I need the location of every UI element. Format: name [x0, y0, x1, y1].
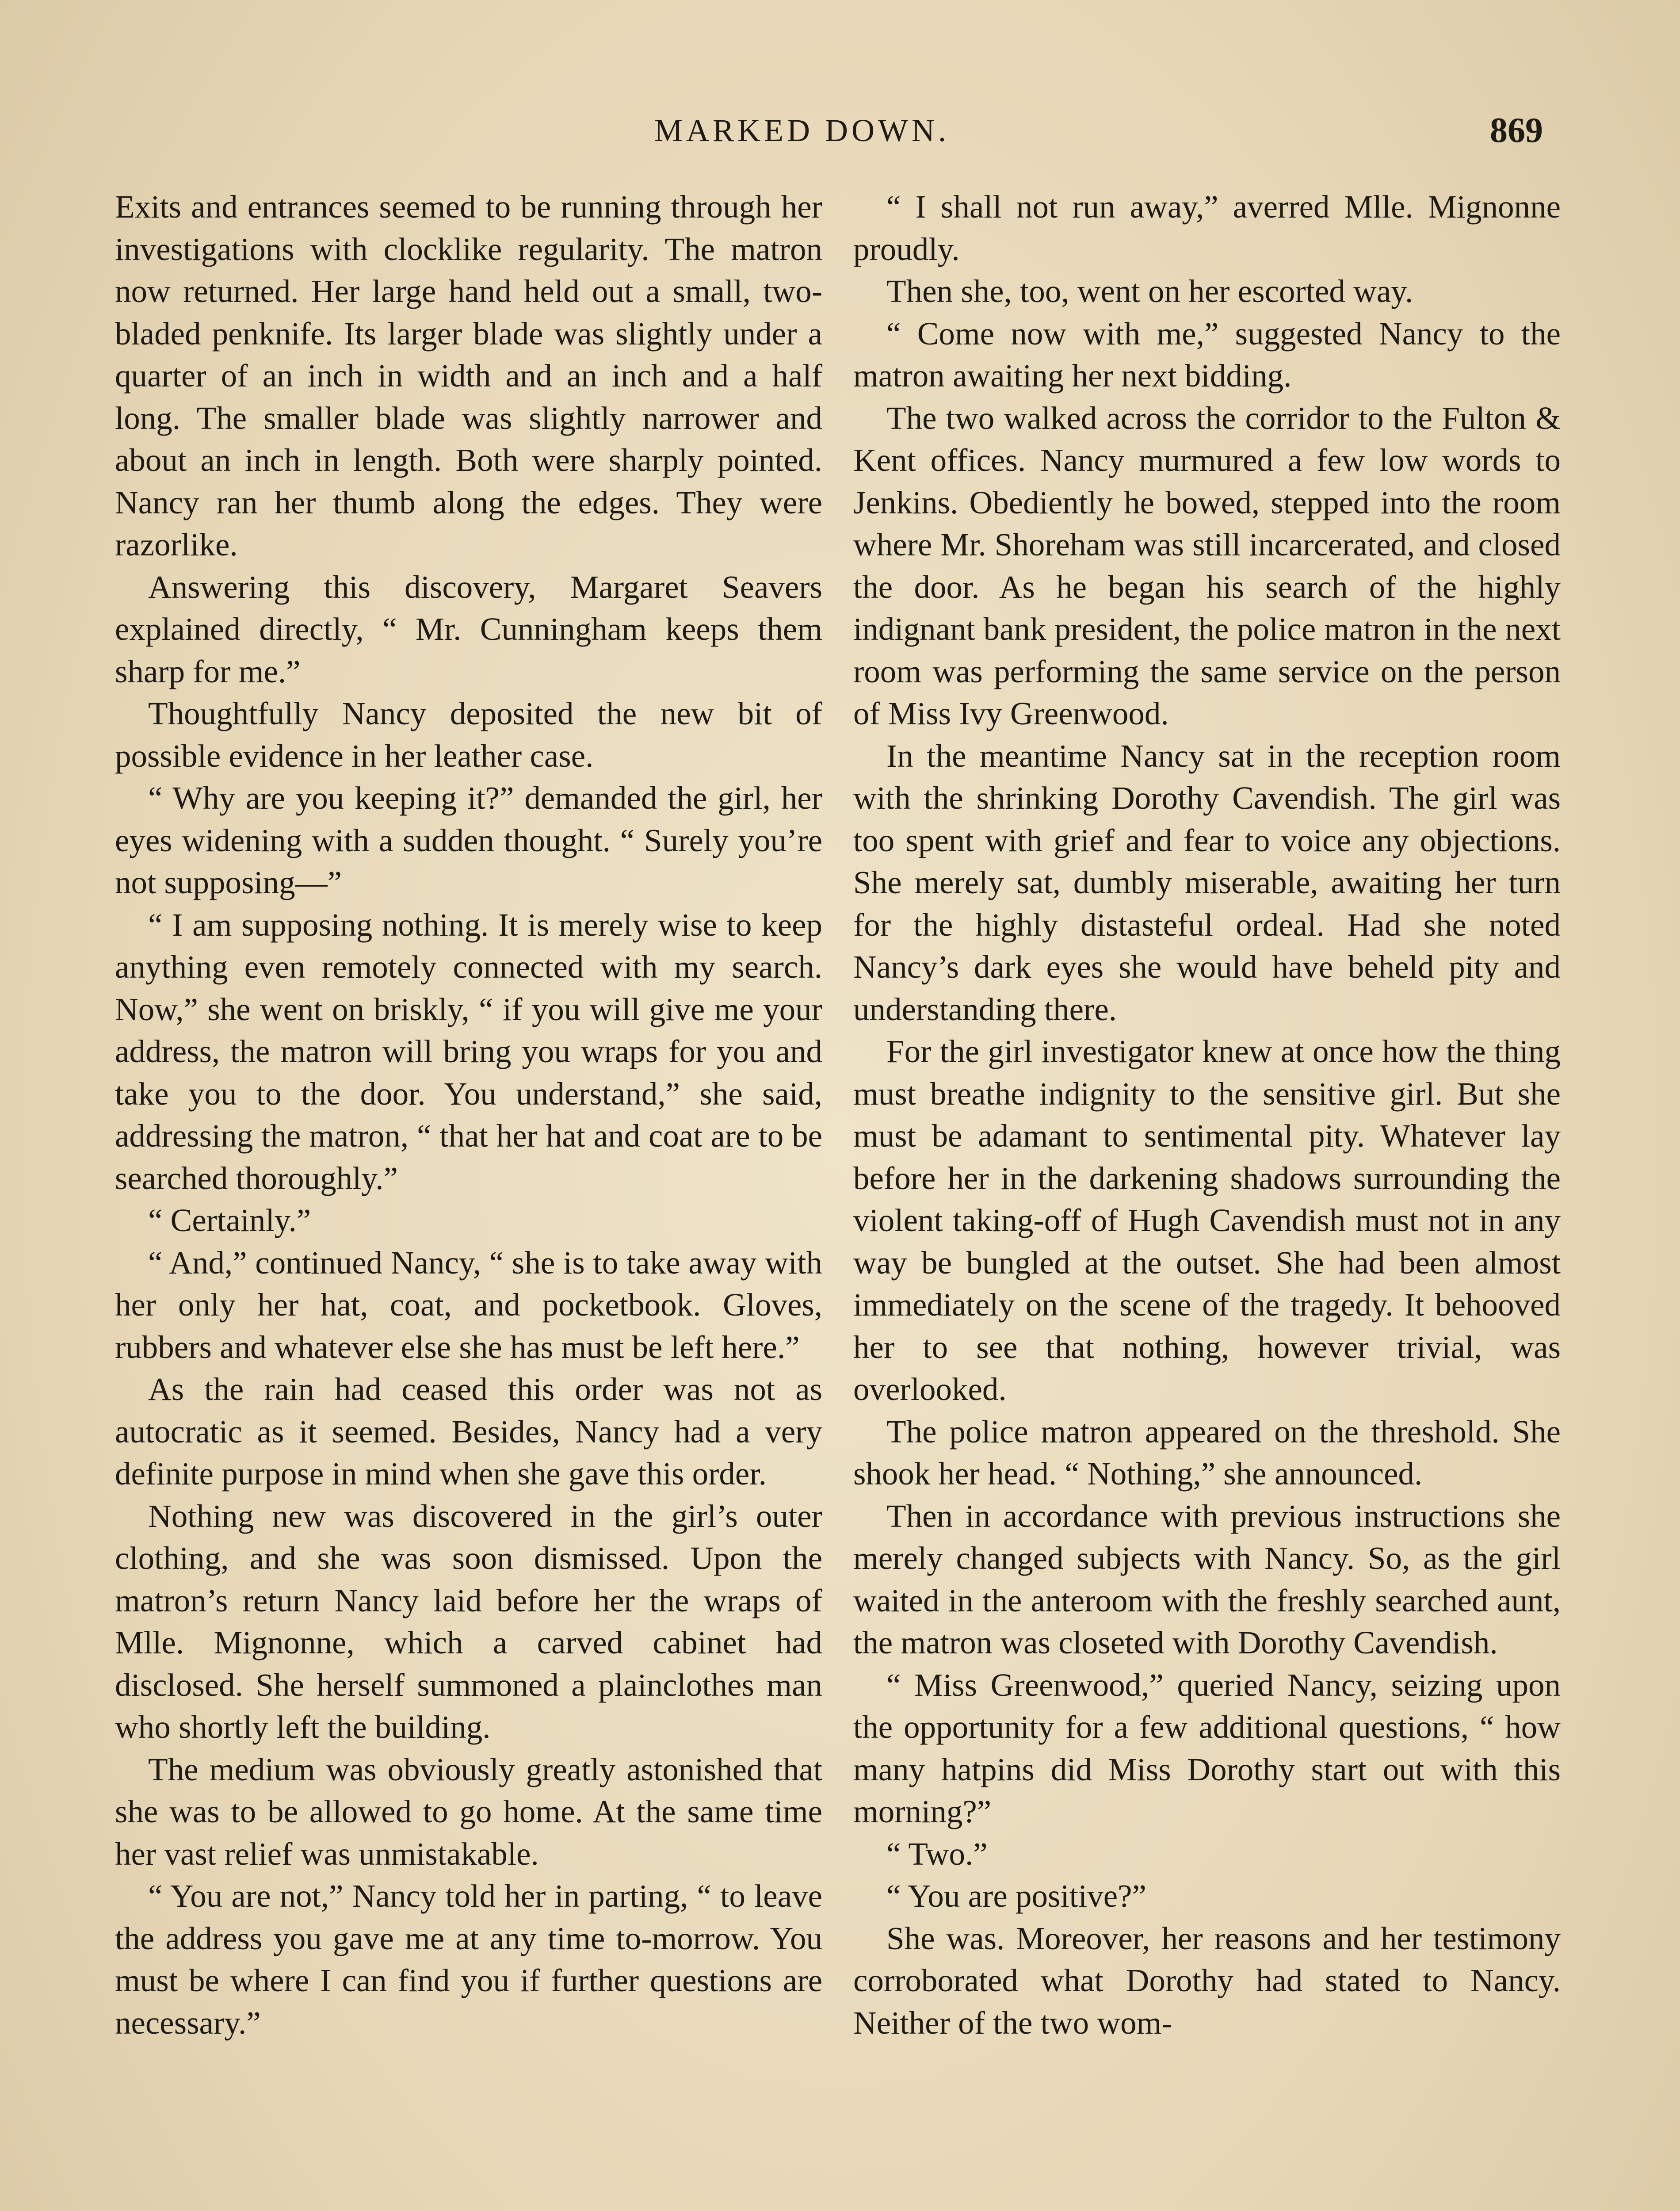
page-header — [0, 106, 1680, 155]
paragraph: The medium was obviously greatly astonished that she was to be allowed to go home. At the same time her vast relief was unmistakable. — [115, 1751, 822, 1872]
paragraph: “ You are positive?” — [886, 1878, 1146, 1914]
paragraph: “ I am supposing nothing. It is merely wise to keep anything even remotely connected with my search. Now,” she went on briskly, “ if you will give me your address, the matron will bring you wraps for you and take you to the door. You understand,” she said, addressing the matron, “ that her hat and coat are to be searched thoroughly.” — [115, 907, 822, 1196]
paragraph: “ Come now with me,” suggested Nancy to the matron awaiting her next bidding. — [853, 315, 1561, 394]
page-number: 869 — [1490, 111, 1543, 150]
paragraph: The two walked across the corridor to the Fulton & Kent offices. Nancy murmured a few low words to Jenkins. Obediently he bowed, stepped into the room where Mr. Shoreham was still incarcerated, and closed the door. As he began his search of the highly indignant bank president, the police matron in the next room was performing the same service on the person of Miss Ivy Greenwood. — [853, 400, 1561, 731]
paragraph: “ Certainly.” — [148, 1202, 311, 1238]
paragraph: Then she, too, went on her escorted way. — [886, 273, 1413, 309]
paragraph: Exits and entrances seemed to be running through her investigations with clocklike regularity. The matron now returned. Her large hand held out a small, two-bladed penknife. Its larger blade was slightly under a quarter of an inch in width and an inch and a half long. The smaller blade was slightly narrower and about an inch in length. Both were sharply pointed. Nancy ran her thumb along the edges. They were razorlike. — [115, 189, 822, 562]
paragraph: She was. Moreover, her reasons and her testimony corroborated what Dorothy had stated to Nancy. Neither of the two wom- — [853, 1920, 1561, 2041]
paragraph: Answering this discovery, Margaret Seavers explained directly, “ Mr. Cunningham keeps them sharp for me.” — [115, 569, 822, 689]
right-column — [853, 186, 1561, 2044]
paragraph: For the girl investigator knew at once how the thing must breathe indignity to the sensitive girl. But she must be adamant to sentimental pity. Whatever lay before her in the darkening shadows surrounding the violent taking-off of Hugh Cavendish must not in any way be bungled at the outset. She had been almost immediately on the scene of the tragedy. It behooved her to see that nothing, however trivial, was overlooked. — [853, 1033, 1561, 1407]
paragraph: “ You are not,” Nancy told her in parting, “ to leave the address you gave me at any time to-morrow. You must be where I can find you if further questions are necessary.” — [115, 1878, 822, 2041]
paragraph: “ I shall not run away,” averred Mlle. Mignonne proudly. — [853, 189, 1561, 267]
paragraph: The police matron appeared on the threshold. She shook her head. “ Nothing,” she announced. — [853, 1413, 1561, 1492]
paragraph: “ And,” continued Nancy, “ she is to take away with her only her hat, coat, and pocketbook. Gloves, rubbers and whatever else she has must be left here.” — [115, 1244, 822, 1365]
paragraph: Thoughtfully Nancy deposited the new bit of possible evidence in her leather case. — [115, 696, 822, 774]
paragraph: As the rain had ceased this order was not as autocratic as it seemed. Besides, Nancy had a very definite purpose in mind when she gave this order. — [115, 1371, 822, 1492]
paragraph: “ Why are you keeping it?” demanded the girl, her eyes widening with a sudden thought. “ Surely you’re not supposing—” — [115, 780, 822, 900]
paragraph: “ Two.” — [886, 1836, 988, 1872]
paragraph: Nothing new was discovered in the girl’s outer clothing, and she was soon dismissed. Upon the matron’s return Nancy laid before her the wraps of Mlle. Mignonne, which a carved cabinet had disclosed. She herself summoned a plainclothes man who shortly left the building. — [115, 1498, 822, 1745]
paragraph: Then in accordance with previous instructions she merely changed subjects with Nancy. So, as the girl waited in the anteroom with the freshly searched aunt, the matron was closeted with Dorothy Cavendish. — [853, 1498, 1561, 1660]
paragraph: “ Miss Greenwood,” queried Nancy, seizing upon the opportunity for a few additional questions, “ how many hatpins did Miss Dorothy start out with this morning?” — [853, 1667, 1561, 1829]
paragraph: In the meantime Nancy sat in the reception room with the shrinking Dorothy Cavendish. The girl was too spent with grief and fear to voice any objections. She merely sat, dumbly miserable, awaiting her turn for the highly distasteful ordeal. Had she noted Nancy’s dark eyes she would have beheld pity and understanding there. — [853, 738, 1561, 1027]
left-column — [115, 186, 822, 2044]
running-head: MARKED DOWN. — [654, 113, 950, 148]
